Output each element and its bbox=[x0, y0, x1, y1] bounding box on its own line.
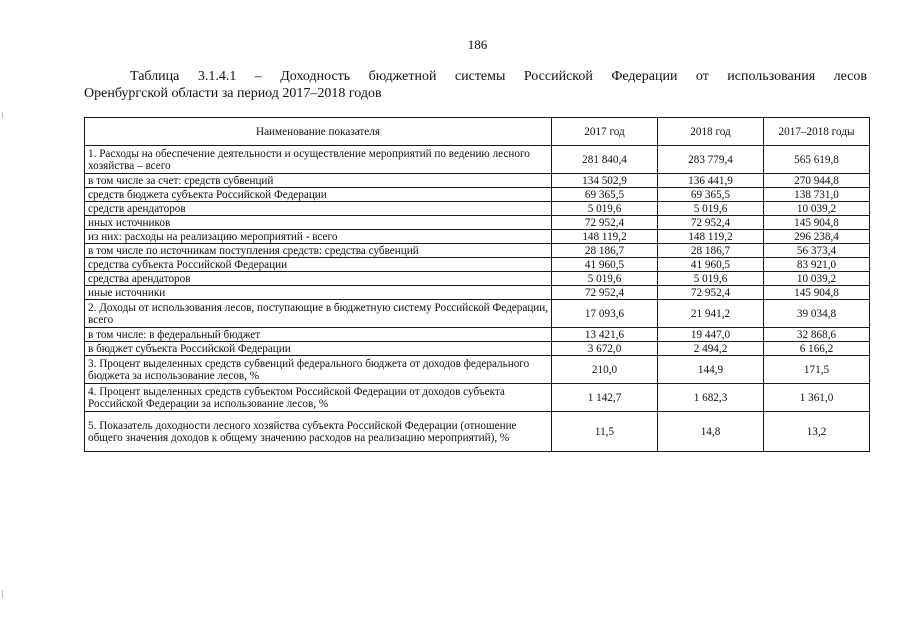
row-value-2017: 210,0 bbox=[552, 356, 658, 384]
row-value-2018: 28 186,7 bbox=[658, 244, 764, 258]
row-indicator-name: 5. Показатель доходности лесного хозяйства субъекта Российской Федерации (отношение общего значения доходов к общему значению расходов на реализацию мероприятий), % bbox=[85, 412, 552, 452]
table-row bbox=[85, 356, 870, 384]
column-header-2017: 2017 год bbox=[552, 118, 658, 146]
table-row bbox=[85, 174, 870, 188]
row-value-2017: 281 840,4 bbox=[552, 146, 658, 174]
row-indicator-name: 2. Доходы от использования лесов, поступающие в бюджетную систему Российской Федерации, всего bbox=[85, 300, 552, 328]
table-row bbox=[85, 244, 870, 258]
table-row bbox=[85, 188, 870, 202]
row-value-total: 39 034,8 bbox=[764, 300, 870, 328]
row-value-2017: 72 952,4 bbox=[552, 216, 658, 230]
row-value-2018: 41 960,5 bbox=[658, 258, 764, 272]
row-value-total: 145 904,8 bbox=[764, 216, 870, 230]
table-row bbox=[85, 146, 870, 174]
row-value-total: 145 904,8 bbox=[764, 286, 870, 300]
row-value-2018: 5 019,6 bbox=[658, 202, 764, 216]
row-value-2018: 144,9 bbox=[658, 356, 764, 384]
row-value-2017: 72 952,4 bbox=[552, 286, 658, 300]
row-value-2018: 21 941,2 bbox=[658, 300, 764, 328]
row-value-total: 1 361,0 bbox=[764, 384, 870, 412]
row-value-2018: 136 441,9 bbox=[658, 174, 764, 188]
row-value-2018: 72 952,4 bbox=[658, 286, 764, 300]
table-row bbox=[85, 342, 870, 356]
row-indicator-name: 1. Расходы на обеспечение деятельности и осуществление мероприятий по ведению лесного хозяйства – всего bbox=[85, 146, 552, 174]
table-row bbox=[85, 300, 870, 328]
row-value-2018: 2 494,2 bbox=[658, 342, 764, 356]
row-value-2017: 148 119,2 bbox=[552, 230, 658, 244]
row-indicator-name: в том числе по источникам поступления средств: средства субвенций bbox=[85, 244, 552, 258]
row-value-2018: 69 365,5 bbox=[658, 188, 764, 202]
table-caption-line-2: Оренбургской области за период 2017–2018 годов bbox=[84, 86, 382, 101]
column-header-total: 2017–2018 годы bbox=[764, 118, 870, 146]
row-value-2017: 69 365,5 bbox=[552, 188, 658, 202]
row-indicator-name: в том числе за счет: средств субвенций bbox=[85, 174, 552, 188]
row-value-2018: 283 779,4 bbox=[658, 146, 764, 174]
table-row bbox=[85, 384, 870, 412]
table-caption bbox=[84, 68, 867, 102]
row-value-total: 171,5 bbox=[764, 356, 870, 384]
row-value-2017: 3 672,0 bbox=[552, 342, 658, 356]
row-value-total: 32 868,6 bbox=[764, 328, 870, 342]
row-value-total: 270 944,8 bbox=[764, 174, 870, 188]
table-row bbox=[85, 286, 870, 300]
row-indicator-name: из них: расходы на реализацию мероприятий - всего bbox=[85, 230, 552, 244]
table-row bbox=[85, 328, 870, 342]
row-indicator-name: 4. Процент выделенных средств субъектом Российской Федерации от доходов субъекта Российской Федерации за использование лесов, % bbox=[85, 384, 552, 412]
row-indicator-name: 3. Процент выделенных средств субвенций федерального бюджета от доходов федерального бюджета за использование лесов, % bbox=[85, 356, 552, 384]
table-row bbox=[85, 216, 870, 230]
row-value-2018: 72 952,4 bbox=[658, 216, 764, 230]
row-value-2018: 148 119,2 bbox=[658, 230, 764, 244]
row-value-total: 13,2 bbox=[764, 412, 870, 452]
row-value-2017: 5 019,6 bbox=[552, 202, 658, 216]
table-row bbox=[85, 258, 870, 272]
row-indicator-name: средства субъекта Российской Федерации bbox=[85, 258, 552, 272]
row-indicator-name: средств бюджета субъекта Российской Федерации bbox=[85, 188, 552, 202]
row-value-2018: 14,8 bbox=[658, 412, 764, 452]
column-header-indicator: Наименование показателя bbox=[85, 118, 552, 146]
row-value-2018: 19 447,0 bbox=[658, 328, 764, 342]
table-row bbox=[85, 202, 870, 216]
row-indicator-name: средства арендаторов bbox=[85, 272, 552, 286]
table-row bbox=[85, 272, 870, 286]
scan-margin-mark-top bbox=[2, 112, 3, 118]
row-indicator-name: в бюджет субъекта Российской Федерации bbox=[85, 342, 552, 356]
row-indicator-name: средств арендаторов bbox=[85, 202, 552, 216]
row-value-total: 296 238,4 bbox=[764, 230, 870, 244]
row-value-2018: 1 682,3 bbox=[658, 384, 764, 412]
row-value-2017: 13 421,6 bbox=[552, 328, 658, 342]
table-row bbox=[85, 412, 870, 452]
row-value-total: 565 619,8 bbox=[764, 146, 870, 174]
row-value-2017: 17 093,6 bbox=[552, 300, 658, 328]
row-value-2017: 28 186,7 bbox=[552, 244, 658, 258]
page-number: 186 bbox=[467, 37, 488, 52]
profitability-table bbox=[84, 117, 870, 452]
row-indicator-name: иных источников bbox=[85, 216, 552, 230]
row-value-total: 10 039,2 bbox=[764, 272, 870, 286]
table-header-row bbox=[85, 118, 870, 146]
row-value-2017: 41 960,5 bbox=[552, 258, 658, 272]
column-header-2018: 2018 год bbox=[658, 118, 764, 146]
table-caption-line-1: Таблица 3.1.4.1 – Доходность бюджетной системы Российской Федерации от использования лесов bbox=[130, 69, 867, 84]
table-row bbox=[85, 230, 870, 244]
row-indicator-name: иные источники bbox=[85, 286, 552, 300]
row-value-2018: 5 019,6 bbox=[658, 272, 764, 286]
row-value-2017: 134 502,9 bbox=[552, 174, 658, 188]
row-value-2017: 5 019,6 bbox=[552, 272, 658, 286]
row-value-total: 83 921,0 bbox=[764, 258, 870, 272]
row-value-total: 6 166,2 bbox=[764, 342, 870, 356]
row-value-2017: 11,5 bbox=[552, 412, 658, 452]
row-value-total: 56 373,4 bbox=[764, 244, 870, 258]
row-value-2017: 1 142,7 bbox=[552, 384, 658, 412]
row-value-total: 138 731,0 bbox=[764, 188, 870, 202]
row-indicator-name: в том числе: в федеральный бюджет bbox=[85, 328, 552, 342]
row-value-total: 10 039,2 bbox=[764, 202, 870, 216]
scan-margin-mark-bottom bbox=[2, 590, 3, 598]
